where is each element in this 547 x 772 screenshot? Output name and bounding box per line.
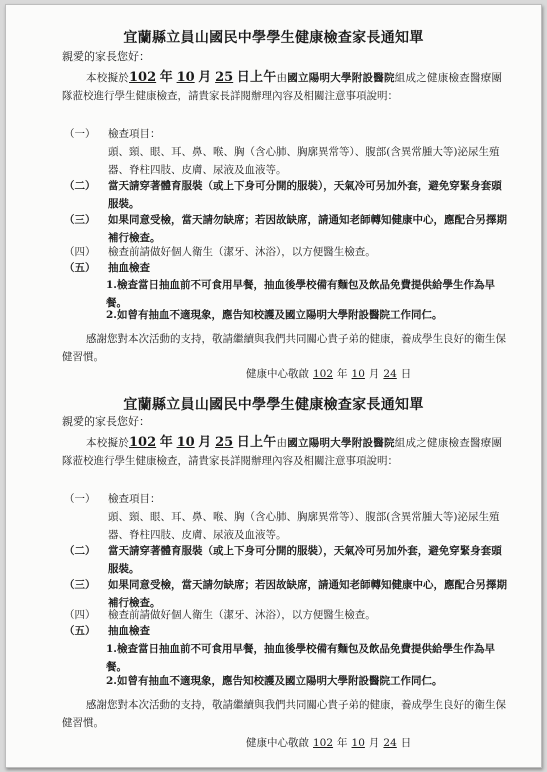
greeting: 親愛的家長您好： bbox=[62, 415, 150, 428]
sign-day: 24 bbox=[383, 737, 397, 749]
year-unit: 年 bbox=[159, 70, 173, 85]
exam-day: 25 bbox=[215, 70, 234, 85]
intro-lead: 本校擬於 bbox=[86, 437, 129, 449]
item-text-detail: 頭、頸、眼、耳、鼻、喉、胸（含心肺、胸廓異常等）、腹部(含異常腫大等)泌尿生殖器、脊柱四肢、皮膚、尿液及血液等。 bbox=[108, 511, 500, 541]
sign-year-unit: 年 bbox=[337, 737, 348, 749]
item-3 bbox=[64, 211, 512, 247]
closing-paragraph: 感謝您對本次活動的支持，敬請繼續與我們共同關心貴子弟的健康，養成學生良好的衛生保健習慣。 bbox=[62, 699, 506, 729]
item-number: （三） bbox=[64, 214, 96, 226]
exam-year: 102 bbox=[129, 435, 157, 450]
sign-year-unit: 年 bbox=[337, 368, 348, 380]
intro-paragraph bbox=[62, 434, 502, 470]
sign-day-unit: 日 bbox=[400, 737, 412, 749]
sign-lead: 健康中心敬啟 bbox=[246, 368, 309, 380]
exam-day: 25 bbox=[215, 435, 234, 450]
sign-month: 10 bbox=[351, 737, 365, 749]
item-number: （四） bbox=[64, 609, 96, 621]
intro-rest: 組成之健康檢查醫療團隊蒞校進行學生健康檢查，請貴家長詳閱辦理內容及相關注意事項說明： bbox=[62, 437, 502, 467]
sign-day: 24 bbox=[383, 368, 397, 380]
exam-year: 102 bbox=[129, 70, 157, 85]
sign-month-unit: 月 bbox=[368, 737, 380, 749]
item-text: 如果同意受檢，當天請勿缺席；若因故缺席，請通知老師轉知健康中心，應配合另擇期補行檢查。 bbox=[108, 579, 507, 609]
item-number: （四） bbox=[64, 246, 96, 258]
intro-lead: 本校擬於 bbox=[86, 72, 129, 84]
item-text: 檢查項目： bbox=[108, 493, 161, 505]
subitem-1: 1.檢查當日抽血前不可食用早餐，抽血後學校備有麵包及飲品免費提供給學生作為早餐。 bbox=[106, 643, 495, 673]
item-2 bbox=[64, 542, 512, 578]
notice-title: 宜蘭縣立員山國民中學學生健康檢查家長通知單 bbox=[123, 397, 424, 413]
item-number: （二） bbox=[64, 180, 96, 192]
month-unit: 月 bbox=[198, 435, 212, 450]
intro-paragraph bbox=[62, 69, 502, 105]
hospital-name: 國立陽明大學附設醫院 bbox=[287, 437, 395, 449]
signature-line bbox=[246, 736, 411, 751]
day-unit: 日 bbox=[236, 70, 251, 85]
exam-time: 上午 bbox=[250, 435, 277, 450]
subitem-2: 2.如曾有抽血不適現象，應告知校護及國立陽明大學附設醫院工作同仁。 bbox=[106, 309, 443, 321]
intro-by: 由 bbox=[276, 72, 288, 84]
item-text-detail: 頭、頸、眼、耳、鼻、喉、胸（含心肺、胸廓異常等）、腹部(含異常腫大等)泌尿生殖器、脊柱四肢、皮膚、尿液及血液等。 bbox=[108, 146, 500, 176]
subitem-2: 2.如曾有抽血不適現象，應告知校護及國立陽明大學附設醫院工作同仁。 bbox=[106, 675, 443, 687]
sign-lead: 健康中心敬啟 bbox=[246, 737, 309, 749]
day-unit: 日 bbox=[236, 435, 251, 450]
item-text: 抽血檢查 bbox=[108, 625, 150, 637]
item-text: 檢查前請做好個人衛生（潔牙、沐浴），以方便醫生檢查。 bbox=[108, 246, 376, 258]
item-text: 當天請穿著體育服裝（或上下身可分開的服裝），天氣冷可另加外套，避免穿緊身套頭服裝。 bbox=[108, 180, 502, 210]
document-page bbox=[5, 4, 542, 768]
item-text: 抽血檢查 bbox=[108, 262, 150, 274]
item-5 bbox=[64, 259, 512, 277]
exam-month: 10 bbox=[176, 70, 195, 85]
item-number: （一） bbox=[64, 128, 96, 140]
item-number: （三） bbox=[64, 579, 96, 591]
year-unit: 年 bbox=[159, 435, 173, 450]
item-number: （五） bbox=[64, 262, 96, 274]
item-text: 檢查項目： bbox=[108, 128, 161, 140]
closing-paragraph: 感謝您對本次活動的支持，敬請繼續與我們共同關心貴子弟的健康，養成學生良好的衛生保健習慣。 bbox=[62, 333, 506, 363]
sign-day-unit: 日 bbox=[400, 368, 412, 380]
item-text: 檢查前請做好個人衛生（潔牙、沐浴），以方便醫生檢查。 bbox=[108, 609, 376, 621]
item-text: 如果同意受檢，當天請勿缺席；若因故缺席，請通知老師轉知健康中心，應配合另擇期補行檢查。 bbox=[108, 214, 507, 244]
item-text: 當天請穿著體育服裝（或上下身可分開的服裝），天氣冷可另加外套，避免穿緊身套頭服裝。 bbox=[108, 545, 502, 575]
exam-time: 上午 bbox=[250, 70, 277, 85]
item-5 bbox=[64, 622, 512, 640]
sign-month-unit: 月 bbox=[368, 368, 380, 380]
intro-by: 由 bbox=[276, 437, 288, 449]
item-1 bbox=[64, 490, 512, 544]
item-1 bbox=[64, 125, 512, 179]
item-number: （五） bbox=[64, 625, 96, 637]
notice-title: 宜蘭縣立員山國民中學學生健康檢查家長通知單 bbox=[123, 30, 424, 46]
greeting: 親愛的家長您好： bbox=[62, 50, 150, 63]
item-number: （二） bbox=[64, 545, 96, 557]
sign-year: 102 bbox=[313, 737, 334, 749]
exam-month: 10 bbox=[176, 435, 195, 450]
hospital-name: 國立陽明大學附設醫院 bbox=[287, 72, 395, 84]
intro-rest: 組成之健康檢查醫療團隊蒞校進行學生健康檢查，請貴家長詳閱辦理內容及相關注意事項說明： bbox=[62, 72, 502, 102]
signature-line bbox=[246, 367, 411, 382]
item-number: （一） bbox=[64, 493, 96, 505]
sign-month: 10 bbox=[351, 368, 365, 380]
month-unit: 月 bbox=[198, 70, 212, 85]
item-2 bbox=[64, 177, 512, 213]
sign-year: 102 bbox=[313, 368, 334, 380]
subitem-1: 1.檢查當日抽血前不可食用早餐，抽血後學校備有麵包及飲品免費提供給學生作為早餐。 bbox=[106, 279, 495, 309]
